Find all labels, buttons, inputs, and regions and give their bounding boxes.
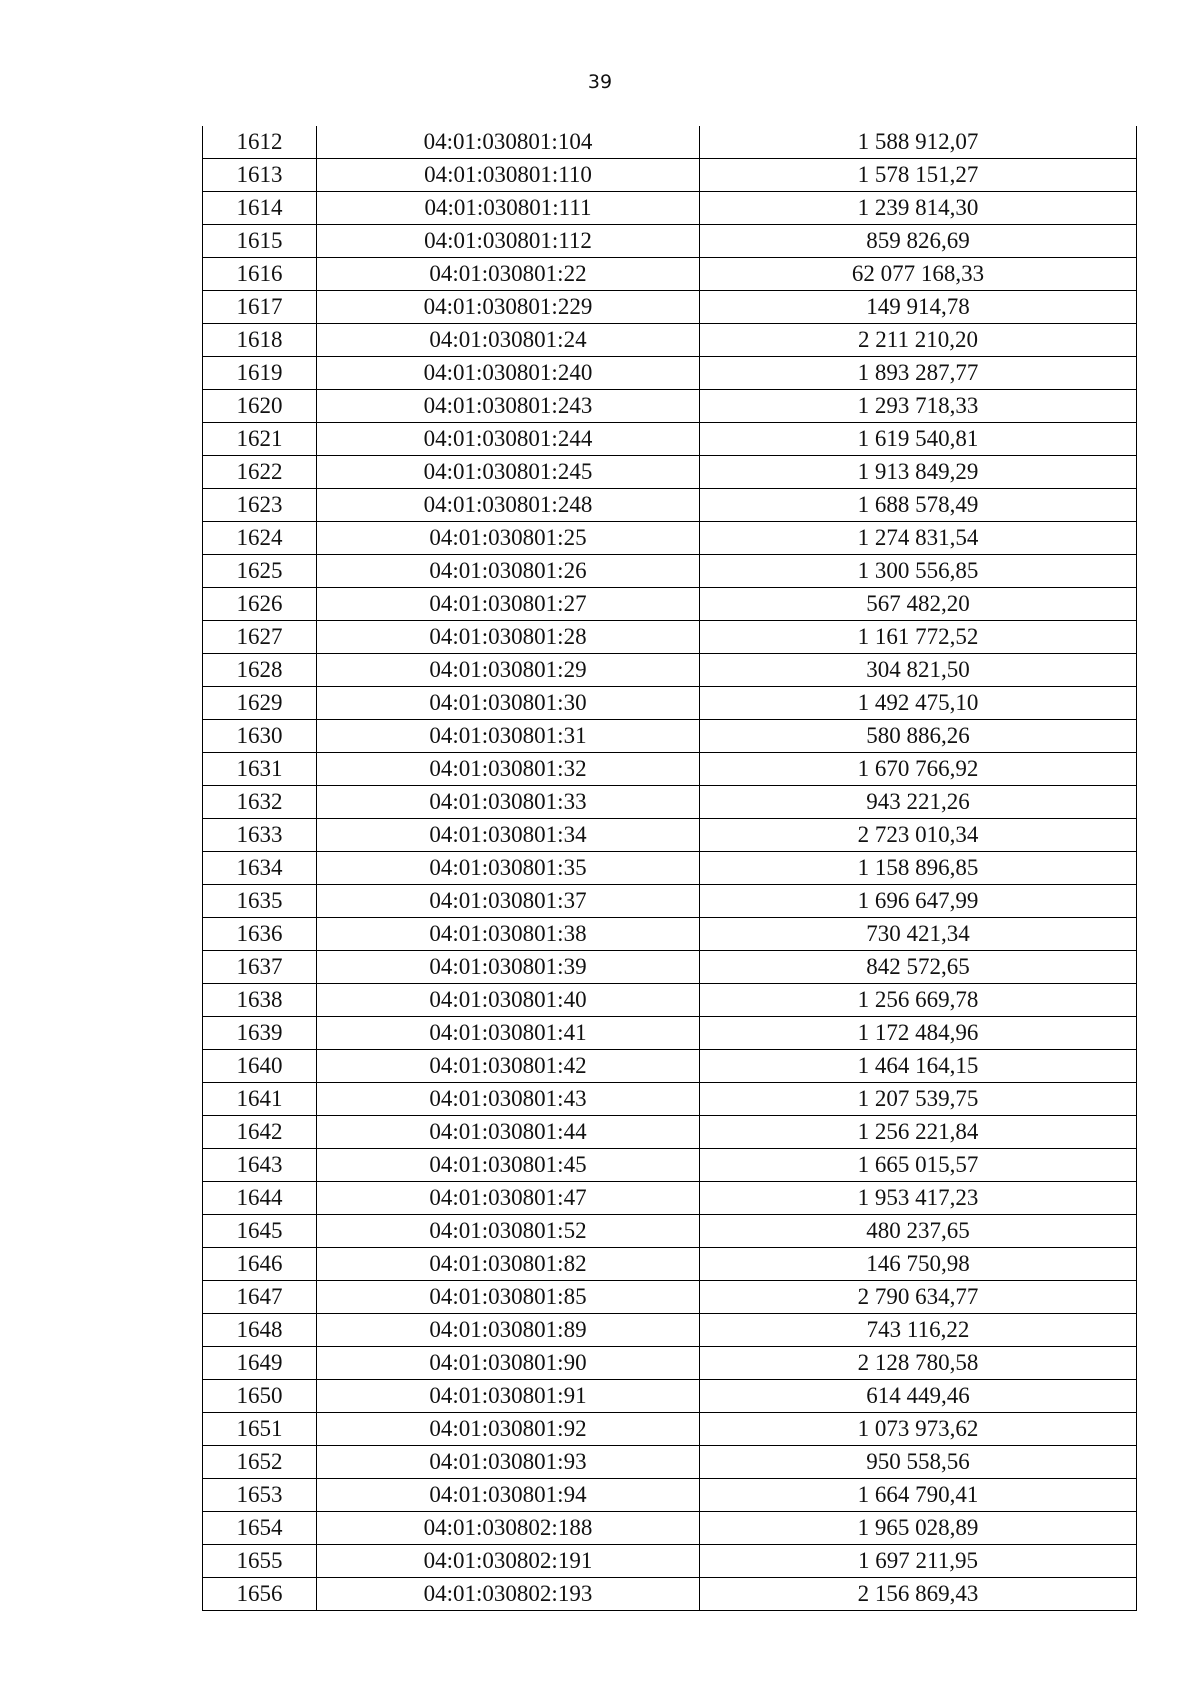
cadastral-number-cell: 04:01:030801:44: [317, 1116, 700, 1149]
cadastral-value-cell: 1 697 211,95: [700, 1545, 1137, 1578]
cadastral-value-cell: 1 665 015,57: [700, 1149, 1137, 1182]
row-number-cell: 1621: [203, 423, 317, 456]
row-number-cell: 1654: [203, 1512, 317, 1545]
table-row: [203, 720, 1137, 753]
cadastral-number-cell: 04:01:030801:35: [317, 852, 700, 885]
row-number-cell: 1615: [203, 225, 317, 258]
table-row: [203, 1116, 1137, 1149]
cadastral-value-cell: 1 893 287,77: [700, 357, 1137, 390]
row-number-cell: 1634: [203, 852, 317, 885]
row-number-cell: 1651: [203, 1413, 317, 1446]
cadastral-number-cell: 04:01:030801:111: [317, 192, 700, 225]
row-number-cell: 1612: [203, 126, 317, 159]
cadastral-value-cell: 2 128 780,58: [700, 1347, 1137, 1380]
table-row: [203, 753, 1137, 786]
row-number-cell: 1645: [203, 1215, 317, 1248]
row-number-cell: 1642: [203, 1116, 317, 1149]
row-number-cell: 1653: [203, 1479, 317, 1512]
cadastral-value-cell: 950 558,56: [700, 1446, 1137, 1479]
table-row: [203, 1512, 1137, 1545]
table-row: [203, 390, 1137, 423]
row-number-cell: 1630: [203, 720, 317, 753]
table-row: [203, 489, 1137, 522]
table-row: [203, 786, 1137, 819]
cadastral-number-cell: 04:01:030801:28: [317, 621, 700, 654]
row-number-cell: 1623: [203, 489, 317, 522]
cadastral-value-cell: 2 790 634,77: [700, 1281, 1137, 1314]
table-row: [203, 555, 1137, 588]
cadastral-value-cell: 1 172 484,96: [700, 1017, 1137, 1050]
cadastral-number-cell: 04:01:030801:240: [317, 357, 700, 390]
cadastral-number-cell: 04:01:030801:26: [317, 555, 700, 588]
cadastral-number-cell: 04:01:030802:191: [317, 1545, 700, 1578]
cadastral-value-cell: 1 239 814,30: [700, 192, 1137, 225]
cadastral-value-cell: 1 578 151,27: [700, 159, 1137, 192]
row-number-cell: 1628: [203, 654, 317, 687]
cadastral-number-cell: 04:01:030801:22: [317, 258, 700, 291]
row-number-cell: 1648: [203, 1314, 317, 1347]
table-row: [203, 456, 1137, 489]
row-number-cell: 1636: [203, 918, 317, 951]
cadastral-value-cell: 1 588 912,07: [700, 126, 1137, 159]
table-row: [203, 687, 1137, 720]
row-number-cell: 1632: [203, 786, 317, 819]
cadastral-value-cell: 1 953 417,23: [700, 1182, 1137, 1215]
row-number-cell: 1644: [203, 1182, 317, 1215]
table-row: [203, 1281, 1137, 1314]
cadastral-value-cell: 149 914,78: [700, 291, 1137, 324]
table-row: [203, 357, 1137, 390]
cadastral-value-cell: 1 619 540,81: [700, 423, 1137, 456]
table-body: [203, 126, 1137, 1611]
row-number-cell: 1643: [203, 1149, 317, 1182]
row-number-cell: 1637: [203, 951, 317, 984]
cadastral-number-cell: 04:01:030801:91: [317, 1380, 700, 1413]
cadastral-value-cell: 1 688 578,49: [700, 489, 1137, 522]
cadastral-value-cell: 480 237,65: [700, 1215, 1137, 1248]
cadastral-value-cell: 1 274 831,54: [700, 522, 1137, 555]
row-number-cell: 1624: [203, 522, 317, 555]
cadastral-value-cell: 2 211 210,20: [700, 324, 1137, 357]
page-number: 39: [587, 71, 613, 93]
cadastral-number-cell: 04:01:030801:229: [317, 291, 700, 324]
cadastral-value-cell: 1 256 221,84: [700, 1116, 1137, 1149]
row-number-cell: 1638: [203, 984, 317, 1017]
cadastral-number-cell: 04:01:030801:45: [317, 1149, 700, 1182]
row-number-cell: 1618: [203, 324, 317, 357]
table-row: [203, 1347, 1137, 1380]
table-row: [203, 951, 1137, 984]
cadastral-number-cell: 04:01:030801:104: [317, 126, 700, 159]
cadastral-number-cell: 04:01:030801:41: [317, 1017, 700, 1050]
table-row: [203, 1083, 1137, 1116]
table-row: [203, 1413, 1137, 1446]
table-row: [203, 192, 1137, 225]
cadastral-number-cell: 04:01:030801:31: [317, 720, 700, 753]
table-row: [203, 159, 1137, 192]
table-row: [203, 1479, 1137, 1512]
row-number-cell: 1656: [203, 1578, 317, 1611]
table-row: [203, 324, 1137, 357]
row-number-cell: 1640: [203, 1050, 317, 1083]
cadastral-value-cell: 1 300 556,85: [700, 555, 1137, 588]
table-row: [203, 522, 1137, 555]
row-number-cell: 1650: [203, 1380, 317, 1413]
row-number-cell: 1617: [203, 291, 317, 324]
row-number-cell: 1631: [203, 753, 317, 786]
table-row: [203, 1578, 1137, 1611]
table-row: [203, 225, 1137, 258]
table-row: [203, 1545, 1137, 1578]
table-row: [203, 1314, 1137, 1347]
row-number-cell: 1652: [203, 1446, 317, 1479]
cadastral-value-cell: 842 572,65: [700, 951, 1137, 984]
table-row: [203, 291, 1137, 324]
cadastral-value-cell: 146 750,98: [700, 1248, 1137, 1281]
cadastral-number-cell: 04:01:030801:47: [317, 1182, 700, 1215]
cadastral-value-cell: 1 207 539,75: [700, 1083, 1137, 1116]
row-number-cell: 1635: [203, 885, 317, 918]
table-row: [203, 885, 1137, 918]
cadastral-number-cell: 04:01:030801:24: [317, 324, 700, 357]
cadastral-number-cell: 04:01:030801:34: [317, 819, 700, 852]
cadastral-value-cell: 1 256 669,78: [700, 984, 1137, 1017]
table-row: [203, 621, 1137, 654]
row-number-cell: 1649: [203, 1347, 317, 1380]
cadastral-value-cell: 743 116,22: [700, 1314, 1137, 1347]
table-row: [203, 258, 1137, 291]
row-number-cell: 1641: [203, 1083, 317, 1116]
cadastral-number-cell: 04:01:030801:244: [317, 423, 700, 456]
table-row: [203, 1215, 1137, 1248]
table-row: [203, 588, 1137, 621]
row-number-cell: 1646: [203, 1248, 317, 1281]
cadastral-number-cell: 04:01:030802:193: [317, 1578, 700, 1611]
table-row: [203, 1017, 1137, 1050]
cadastral-value-cell: 1 464 164,15: [700, 1050, 1137, 1083]
row-number-cell: 1627: [203, 621, 317, 654]
cadastral-value-cell: 1 696 647,99: [700, 885, 1137, 918]
cadastral-value-cell: 2 723 010,34: [700, 819, 1137, 852]
cadastral-number-cell: 04:01:030801:89: [317, 1314, 700, 1347]
cadastral-number-cell: 04:01:030801:25: [317, 522, 700, 555]
cadastral-number-cell: 04:01:030801:85: [317, 1281, 700, 1314]
row-number-cell: 1647: [203, 1281, 317, 1314]
row-number-cell: 1633: [203, 819, 317, 852]
cadastral-number-cell: 04:01:030801:30: [317, 687, 700, 720]
cadastral-value-cell: 62 077 168,33: [700, 258, 1137, 291]
cadastral-number-cell: 04:01:030801:90: [317, 1347, 700, 1380]
row-number-cell: 1629: [203, 687, 317, 720]
table-row: [203, 423, 1137, 456]
cadastral-number-cell: 04:01:030801:42: [317, 1050, 700, 1083]
cadastral-value-cell: 1 664 790,41: [700, 1479, 1137, 1512]
cadastral-value-cell: 943 221,26: [700, 786, 1137, 819]
row-number-cell: 1625: [203, 555, 317, 588]
cadastral-number-cell: 04:01:030801:29: [317, 654, 700, 687]
cadastral-number-cell: 04:01:030801:27: [317, 588, 700, 621]
cadastral-value-cell: 567 482,20: [700, 588, 1137, 621]
cadastral-number-cell: 04:01:030801:37: [317, 885, 700, 918]
cadastral-number-cell: 04:01:030801:38: [317, 918, 700, 951]
cadastral-value-cell: 730 421,34: [700, 918, 1137, 951]
cadastral-value-cell: 1 293 718,33: [700, 390, 1137, 423]
cadastral-value-table: [202, 126, 1137, 1611]
row-number-cell: 1619: [203, 357, 317, 390]
cadastral-number-cell: 04:01:030801:248: [317, 489, 700, 522]
cadastral-number-cell: 04:01:030801:52: [317, 1215, 700, 1248]
cadastral-number-cell: 04:01:030801:40: [317, 984, 700, 1017]
table-row: [203, 1380, 1137, 1413]
cadastral-value-cell: 1 492 475,10: [700, 687, 1137, 720]
table-row: [203, 126, 1137, 159]
cadastral-value-cell: 614 449,46: [700, 1380, 1137, 1413]
row-number-cell: 1620: [203, 390, 317, 423]
row-number-cell: 1614: [203, 192, 317, 225]
cadastral-number-cell: 04:01:030801:32: [317, 753, 700, 786]
table-row: [203, 819, 1137, 852]
cadastral-value-cell: 304 821,50: [700, 654, 1137, 687]
cadastral-value-cell: 859 826,69: [700, 225, 1137, 258]
cadastral-number-cell: 04:01:030801:39: [317, 951, 700, 984]
table-row: [203, 654, 1137, 687]
table-row: [203, 918, 1137, 951]
cadastral-number-cell: 04:01:030801:43: [317, 1083, 700, 1116]
table-row: [203, 1248, 1137, 1281]
cadastral-value-cell: 580 886,26: [700, 720, 1137, 753]
cadastral-number-cell: 04:01:030801:112: [317, 225, 700, 258]
row-number-cell: 1616: [203, 258, 317, 291]
cadastral-number-cell: 04:01:030802:188: [317, 1512, 700, 1545]
cadastral-number-cell: 04:01:030801:93: [317, 1446, 700, 1479]
row-number-cell: 1613: [203, 159, 317, 192]
cadastral-value-cell: 2 156 869,43: [700, 1578, 1137, 1611]
cadastral-number-cell: 04:01:030801:94: [317, 1479, 700, 1512]
table-row: [203, 852, 1137, 885]
cadastral-value-cell: 1 073 973,62: [700, 1413, 1137, 1446]
cadastral-number-cell: 04:01:030801:245: [317, 456, 700, 489]
cadastral-number-cell: 04:01:030801:243: [317, 390, 700, 423]
row-number-cell: 1622: [203, 456, 317, 489]
cadastral-number-cell: 04:01:030801:33: [317, 786, 700, 819]
row-number-cell: 1639: [203, 1017, 317, 1050]
row-number-cell: 1655: [203, 1545, 317, 1578]
table-row: [203, 1182, 1137, 1215]
table-row: [203, 984, 1137, 1017]
cadastral-number-cell: 04:01:030801:82: [317, 1248, 700, 1281]
cadastral-value-cell: 1 965 028,89: [700, 1512, 1137, 1545]
cadastral-number-cell: 04:01:030801:110: [317, 159, 700, 192]
table-row: [203, 1050, 1137, 1083]
cadastral-value-cell: 1 913 849,29: [700, 456, 1137, 489]
table-row: [203, 1446, 1137, 1479]
cadastral-number-cell: 04:01:030801:92: [317, 1413, 700, 1446]
row-number-cell: 1626: [203, 588, 317, 621]
cadastral-value-cell: 1 161 772,52: [700, 621, 1137, 654]
cadastral-value-cell: 1 670 766,92: [700, 753, 1137, 786]
cadastral-value-cell: 1 158 896,85: [700, 852, 1137, 885]
table-row: [203, 1149, 1137, 1182]
